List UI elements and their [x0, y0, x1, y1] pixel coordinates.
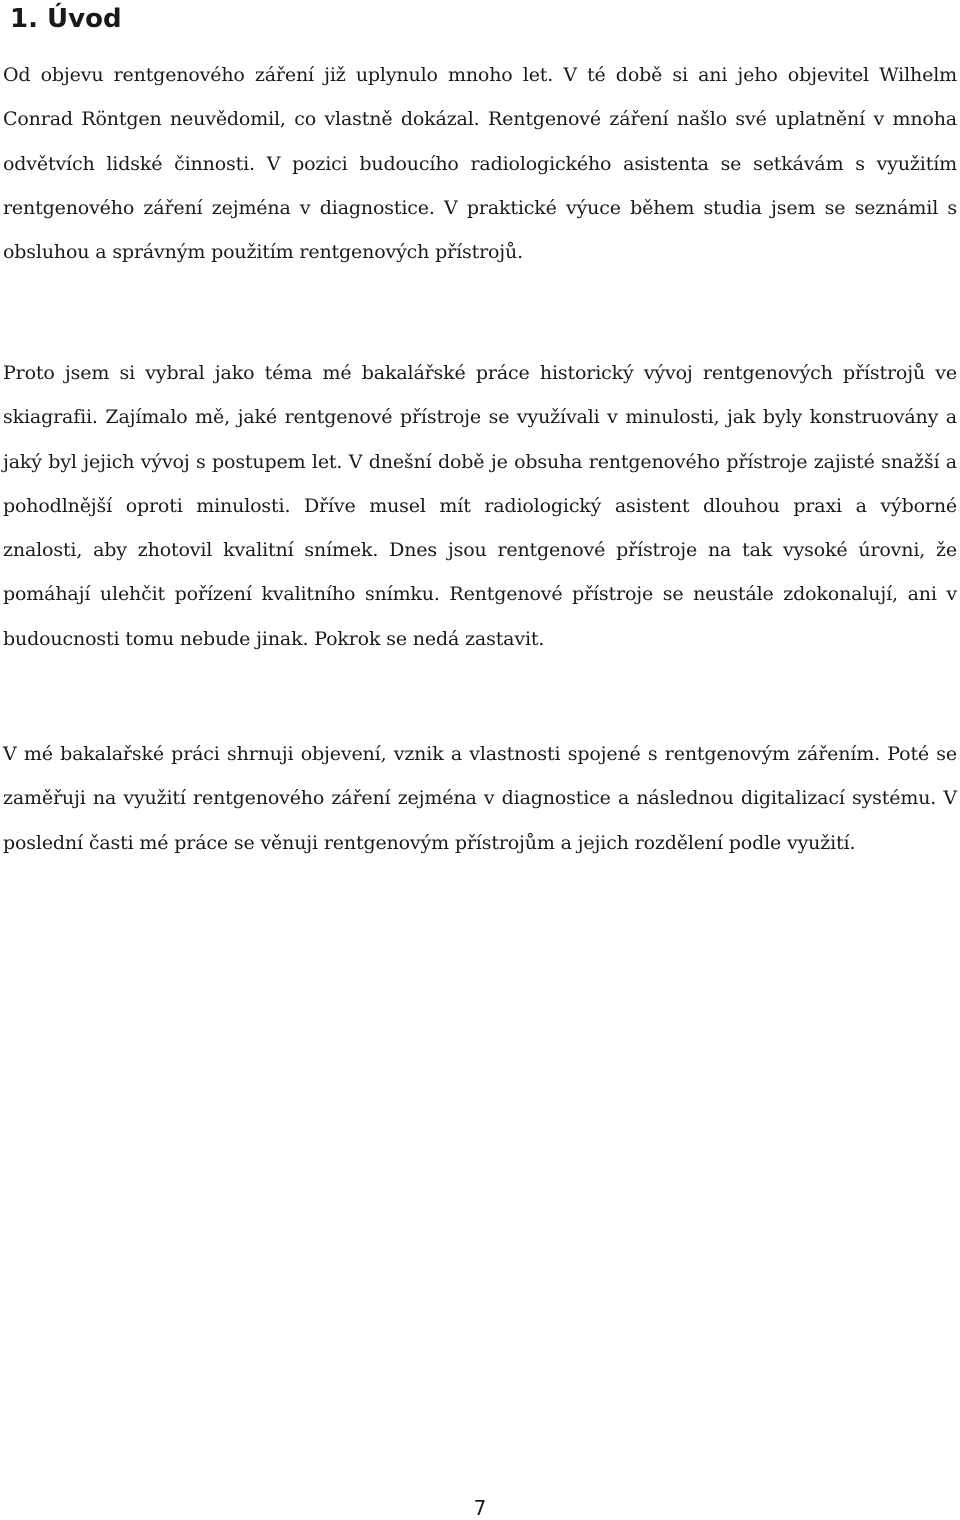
- paragraph-2: Proto jsem si vybral jako téma mé bakalářské práce historický vývoj rentgenových přístrojů ve skiagrafii. Zajímalo mě, jaké rentgenové přístroje se využívali v minulosti, jak byly konstruovány a jaký byl jejich vývoj s postupem let. V dnešní době je obsuha rentgenového přístroje zajisté snažší a pohodlnější oproti minulosti. Dříve musel mít radiologický asistent dlouhou praxi a výborné znalosti, aby zhotovil kvalitní snímek. Dnes jsou rentgenové přístroje na tak vysoké úrovni, že pomáhají ulehčit pořízení kvalitního snímku. Rentgenové přístroje se neustále zdokonalují, ani v budoucnosti tomu nebude jinak. Pokrok se nedá zastavit.: [3, 362, 957, 650]
- chapter-heading: 1. Úvod: [10, 4, 122, 34]
- paragraph-3: V mé bakalařské práci shrnuji objevení, vznik a vlastnosti spojené s rentgenovým zářením. Poté se zaměřuji na využití rentgenového záření zejména v diagnostice a následnou digitalizací systému. V poslední časti mé práce se věnuji rentgenovým přístrojům a jejich rozdělení podle využití.: [3, 743, 957, 854]
- paragraph-1: Od objevu rentgenového záření již uplynulo mnoho let. V té době si ani jeho objevitel Wilhelm Conrad Röntgen neuvědomil, co vlastně dokázal. Rentgenové záření našlo své uplatnění v mnoha odvětvích lidské činnosti. V pozici budoucího radiologického asistenta se setkávám s využitím rentgenového záření zejména v diagnostice. V praktické výuce během studia jsem se seznámil s obsluhou a správným použitím rentgenových přístrojů.: [3, 64, 957, 264]
- page-number: 7: [473, 1496, 487, 1520]
